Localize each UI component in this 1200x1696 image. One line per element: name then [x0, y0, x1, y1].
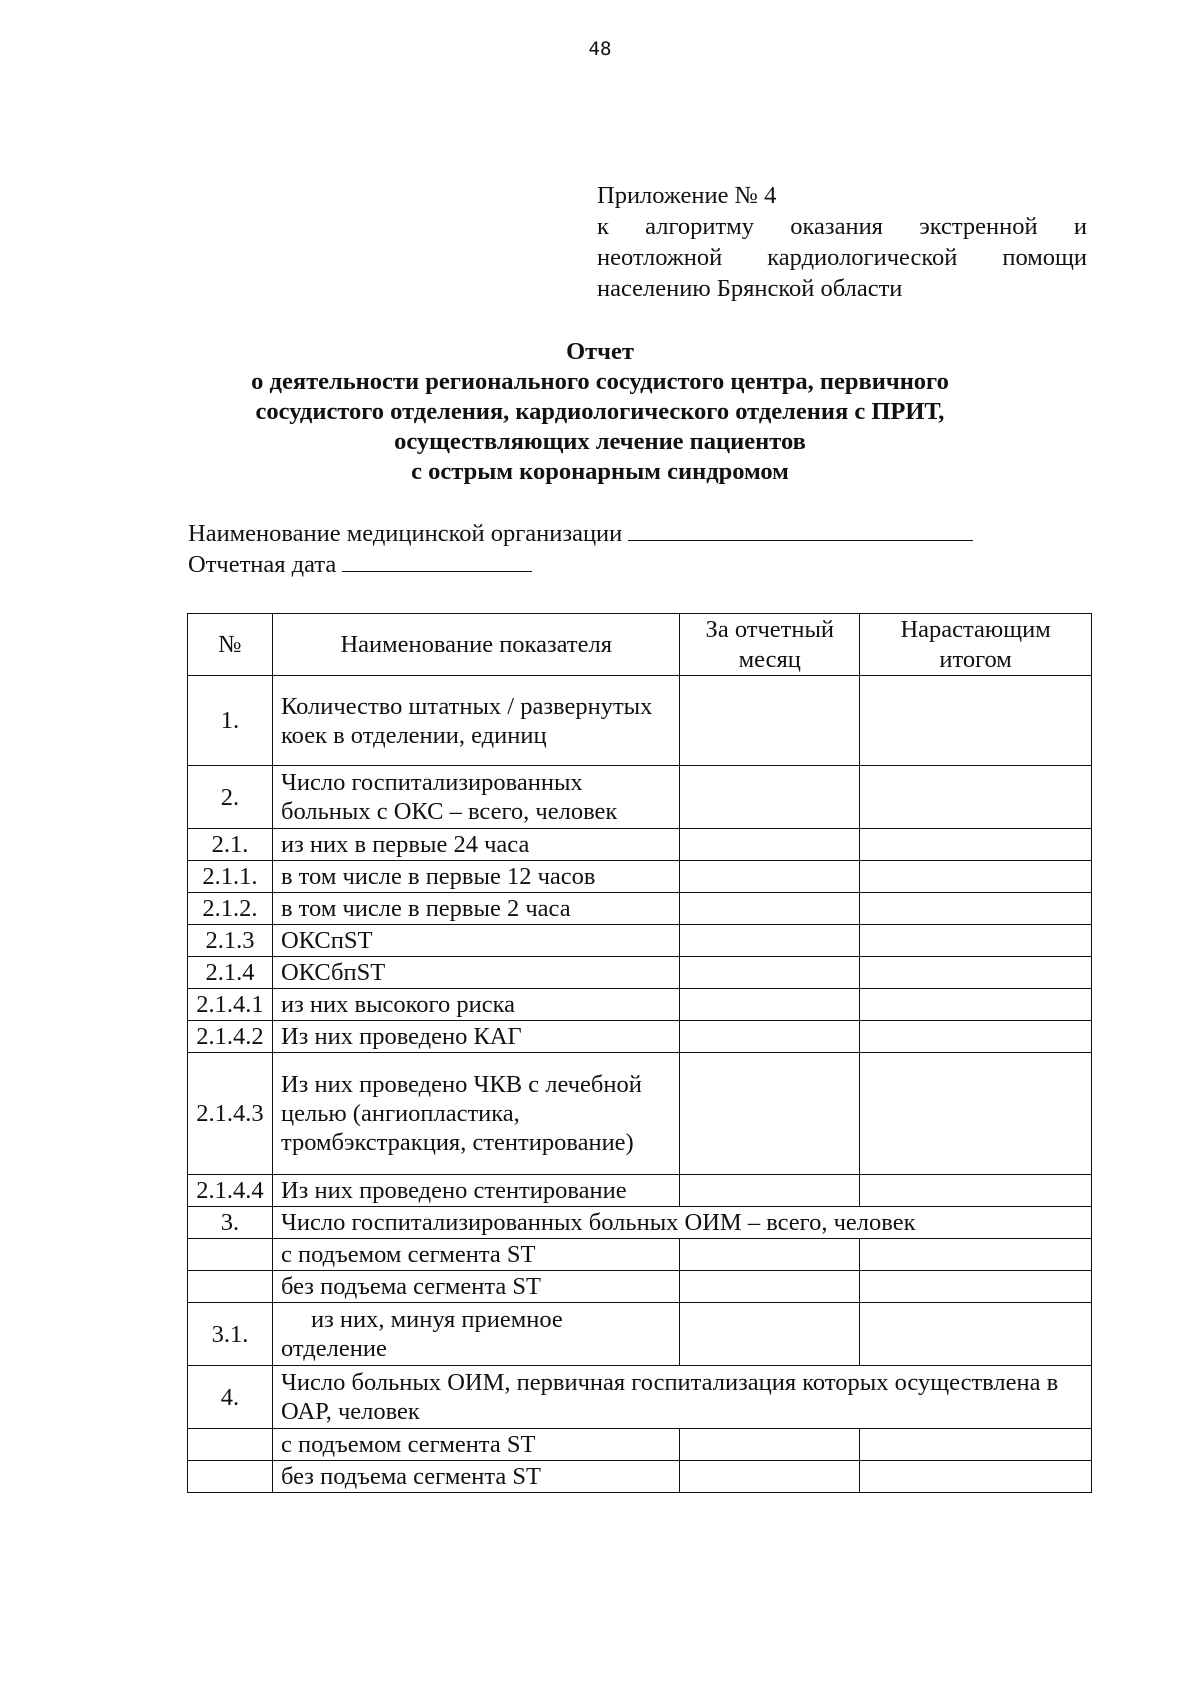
value-total[interactable] — [860, 1271, 1092, 1303]
value-total[interactable] — [860, 1053, 1092, 1175]
report-date-field — [188, 549, 532, 579]
table-row — [188, 1271, 1092, 1303]
row-name: из них, минуя приемное отделение — [272, 1303, 679, 1366]
table-row — [188, 957, 1092, 989]
row-num — [188, 1429, 273, 1461]
row-name: Количество штатных / развернутых коек в отделении, единиц — [272, 676, 679, 766]
row-num: 1. — [188, 676, 273, 766]
value-total[interactable] — [860, 1303, 1092, 1366]
table-row — [188, 1053, 1092, 1175]
row-name: из них высокого риска — [272, 989, 679, 1021]
row-num — [188, 1271, 273, 1303]
value-total[interactable] — [860, 989, 1092, 1021]
table-row — [188, 989, 1092, 1021]
value-month[interactable] — [680, 1175, 860, 1207]
report-date-blank[interactable] — [342, 549, 532, 572]
value-month[interactable] — [680, 957, 860, 989]
table-row — [188, 1239, 1092, 1271]
row-num — [188, 1461, 273, 1493]
row-name: в том числе в первые 12 часов — [272, 861, 679, 893]
row-num: 4. — [188, 1366, 273, 1429]
row-num: 2.1.3 — [188, 925, 273, 957]
row-name: Число больных ОИМ, первичная госпитализация которых осуществлена в ОАР, человек — [272, 1366, 1091, 1429]
report-table — [187, 613, 1092, 1493]
value-month[interactable] — [680, 1303, 860, 1366]
value-total[interactable] — [860, 861, 1092, 893]
value-total[interactable] — [860, 1021, 1092, 1053]
value-total[interactable] — [860, 829, 1092, 861]
value-month[interactable] — [680, 1053, 860, 1175]
title-line-1: о деятельности регионального сосудистого центра, первичного — [251, 368, 949, 395]
value-month[interactable] — [680, 676, 860, 766]
row-name: с подъемом сегмента ST — [272, 1429, 679, 1461]
value-month[interactable] — [680, 1429, 860, 1461]
row-name: Из них проведено ЧКВ с лечебной целью (ангиопластика, тромбэкстракция, стентирование) — [272, 1053, 679, 1175]
appendix-line-2: к алгоритму оказания экстренной и — [597, 213, 1087, 240]
row-num: 2.1.4.4 — [188, 1175, 273, 1207]
appendix-note — [597, 180, 1087, 304]
value-total[interactable] — [860, 1429, 1092, 1461]
value-month[interactable] — [680, 1239, 860, 1271]
org-name-blank[interactable] — [628, 518, 973, 541]
row-num — [188, 1239, 273, 1271]
row-name: без подъема сегмента ST — [272, 1271, 679, 1303]
value-total[interactable] — [860, 925, 1092, 957]
value-month[interactable] — [680, 829, 860, 861]
row-num: 3. — [188, 1207, 273, 1239]
value-total[interactable] — [860, 1239, 1092, 1271]
row-name: Число госпитализированных больных с ОКС – всего, человек — [272, 766, 679, 829]
row-num: 2.1.4.3 — [188, 1053, 273, 1175]
table-row — [188, 766, 1092, 829]
appendix-line-3: неотложной кардиологической помощи — [597, 244, 1087, 271]
value-month[interactable] — [680, 1461, 860, 1493]
table-header-row — [188, 614, 1092, 676]
table-row — [188, 893, 1092, 925]
table-row — [188, 1021, 1092, 1053]
row-num: 2.1. — [188, 829, 273, 861]
row-name: в том числе в первые 2 часа — [272, 893, 679, 925]
value-month[interactable] — [680, 989, 860, 1021]
row-num: 2. — [188, 766, 273, 829]
row-num: 2.1.2. — [188, 893, 273, 925]
header-num: № — [188, 614, 273, 676]
value-total[interactable] — [860, 957, 1092, 989]
row-name: Из них проведено стентирование — [272, 1175, 679, 1207]
title-line-3: осуществляющих лечение пациентов — [394, 428, 806, 455]
row-num: 2.1.4 — [188, 957, 273, 989]
table-row — [188, 1461, 1092, 1493]
row-name: с подъемом сегмента ST — [272, 1239, 679, 1271]
header-total: Нарастающим итогом — [860, 614, 1092, 676]
row-num: 2.1.1. — [188, 861, 273, 893]
value-total[interactable] — [860, 893, 1092, 925]
value-month[interactable] — [680, 861, 860, 893]
report-title — [0, 337, 1200, 487]
row-num: 2.1.4.1 — [188, 989, 273, 1021]
row-name: Из них проведено КАГ — [272, 1021, 679, 1053]
table-row — [188, 925, 1092, 957]
row-num: 2.1.4.2 — [188, 1021, 273, 1053]
value-total[interactable] — [860, 676, 1092, 766]
table-row — [188, 861, 1092, 893]
header-name: Наименование показателя — [272, 614, 679, 676]
row-name: из них в первые 24 часа — [272, 829, 679, 861]
value-month[interactable] — [680, 1021, 860, 1053]
value-month[interactable] — [680, 766, 860, 829]
row-name: ОКСбпST — [272, 957, 679, 989]
value-month[interactable] — [680, 1271, 860, 1303]
table-row — [188, 1175, 1092, 1207]
value-month[interactable] — [680, 893, 860, 925]
org-name-field — [188, 518, 973, 548]
table-row — [188, 1207, 1092, 1239]
table-row — [188, 676, 1092, 766]
table-row — [188, 1429, 1092, 1461]
value-month[interactable] — [680, 925, 860, 957]
org-name-label: Наименование медицинской организации — [188, 520, 623, 547]
row-name: без подъема сегмента ST — [272, 1461, 679, 1493]
header-month: За отчетный месяц — [680, 614, 860, 676]
row-name: ОКСпST — [272, 925, 679, 957]
table-row — [188, 829, 1092, 861]
appendix-line-1: Приложение № 4 — [597, 182, 777, 209]
title-heading: Отчет — [566, 338, 634, 365]
row-name: Число госпитализированных больных ОИМ – всего, человек — [272, 1207, 1091, 1239]
report-date-label: Отчетная дата — [188, 551, 337, 578]
value-total[interactable] — [860, 1175, 1092, 1207]
table-row — [188, 1366, 1092, 1429]
title-line-2: сосудистого отделения, кардиологического отделения с ПРИТ, — [255, 398, 945, 425]
title-line-4: с острым коронарным синдромом — [411, 458, 789, 485]
appendix-line-4: населению Брянской области — [597, 275, 903, 302]
value-total[interactable] — [860, 766, 1092, 829]
row-num: 3.1. — [188, 1303, 273, 1366]
page-number: 48 — [588, 38, 612, 60]
table-row — [188, 1303, 1092, 1366]
value-total[interactable] — [860, 1461, 1092, 1493]
